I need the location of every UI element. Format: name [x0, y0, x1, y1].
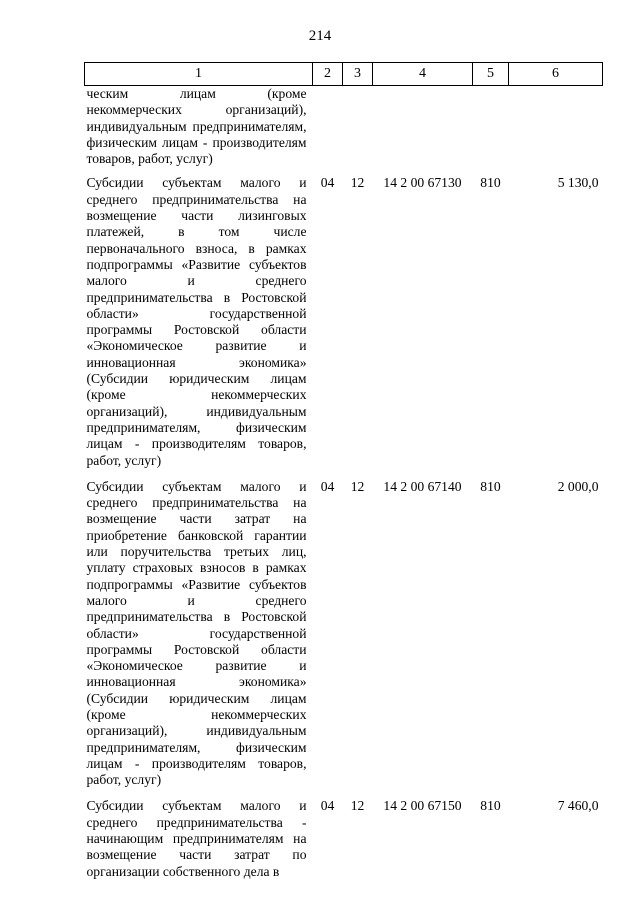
column-header-section: 2 — [313, 63, 343, 86]
column-header-target-article: 4 — [373, 63, 473, 86]
row-subsection: 12 — [350, 478, 365, 494]
column-header-description: 1 — [85, 63, 313, 86]
row-expense-type: 810 — [480, 478, 501, 494]
header-row — [85, 63, 603, 86]
row-expense-type: 810 — [480, 175, 501, 191]
row-amount: 2 000,0 — [557, 478, 599, 494]
table-row — [85, 798, 603, 889]
row-amount: 5 130,0 — [557, 175, 599, 191]
table-row — [85, 479, 603, 799]
column-header-amount: 6 — [509, 63, 603, 86]
row-expense-type: 810 — [480, 798, 501, 814]
row-subsection: 12 — [350, 798, 365, 814]
table-row — [85, 175, 603, 478]
table-header — [85, 63, 603, 86]
row-subsection: 12 — [350, 175, 365, 191]
row-section: 04 — [320, 175, 335, 191]
row-target-article: 14 2 00 67140 — [383, 478, 462, 494]
page-number: 214 — [308, 28, 332, 44]
table-row-continuation — [85, 86, 603, 176]
row-section: 04 — [320, 798, 335, 814]
table-body — [85, 86, 603, 890]
row-description: Субсидии субъектам малого и среднего предпринимательства на возмещение части лизинговых платежей, в том числе первоначального взноса, в рамках подпрограммы «Развитие субъектов малого и среднего предпринимательства в Ростовской области» государственной программы Ростовской области «Экономическое развитие и инновационная экономика» (Субсидии юридическим лицам (кроме некоммерческих организаций), индивидуальным предпринимателям, физическим лицам - производителям товаров, работ, услуг) — [86, 175, 307, 468]
row-description: Субсидии субъектам малого и среднего предпринимательства на возмещение части затрат на приобретение банковской гарантии или поручительства третьих лиц, уплату страховых взносов в рамках подпрограммы «Развитие субъектов малого и среднего предпринимательства в Ростовской области» государственной программы Ростовской области «Экономическое развитие и инновационная экономика» (Субсидии юридическим лицам (кроме некоммерческих организаций), индивидуальным предпринимателям, физическим лицам - производителям товаров, работ, услуг) — [86, 478, 307, 788]
row-section: 04 — [320, 478, 335, 494]
column-header-subsection: 3 — [343, 63, 373, 86]
column-header-expense-type: 5 — [473, 63, 509, 86]
row-target-article: 14 2 00 67130 — [383, 175, 462, 191]
row-description: ческим лицам (кроме некоммерческих организаций), индивидуальным предпринимателям, физическим лицам - производителям товаров, работ, услуг) — [86, 86, 307, 167]
budget-table — [84, 62, 603, 890]
row-description: Субсидии субъектам малого и среднего предпринимательства - начинающим предпринимателям на возмещение части затрат по организации собственного дела в — [86, 798, 307, 879]
row-target-article: 14 2 00 67150 — [383, 798, 462, 814]
row-amount: 7 460,0 — [557, 798, 599, 814]
